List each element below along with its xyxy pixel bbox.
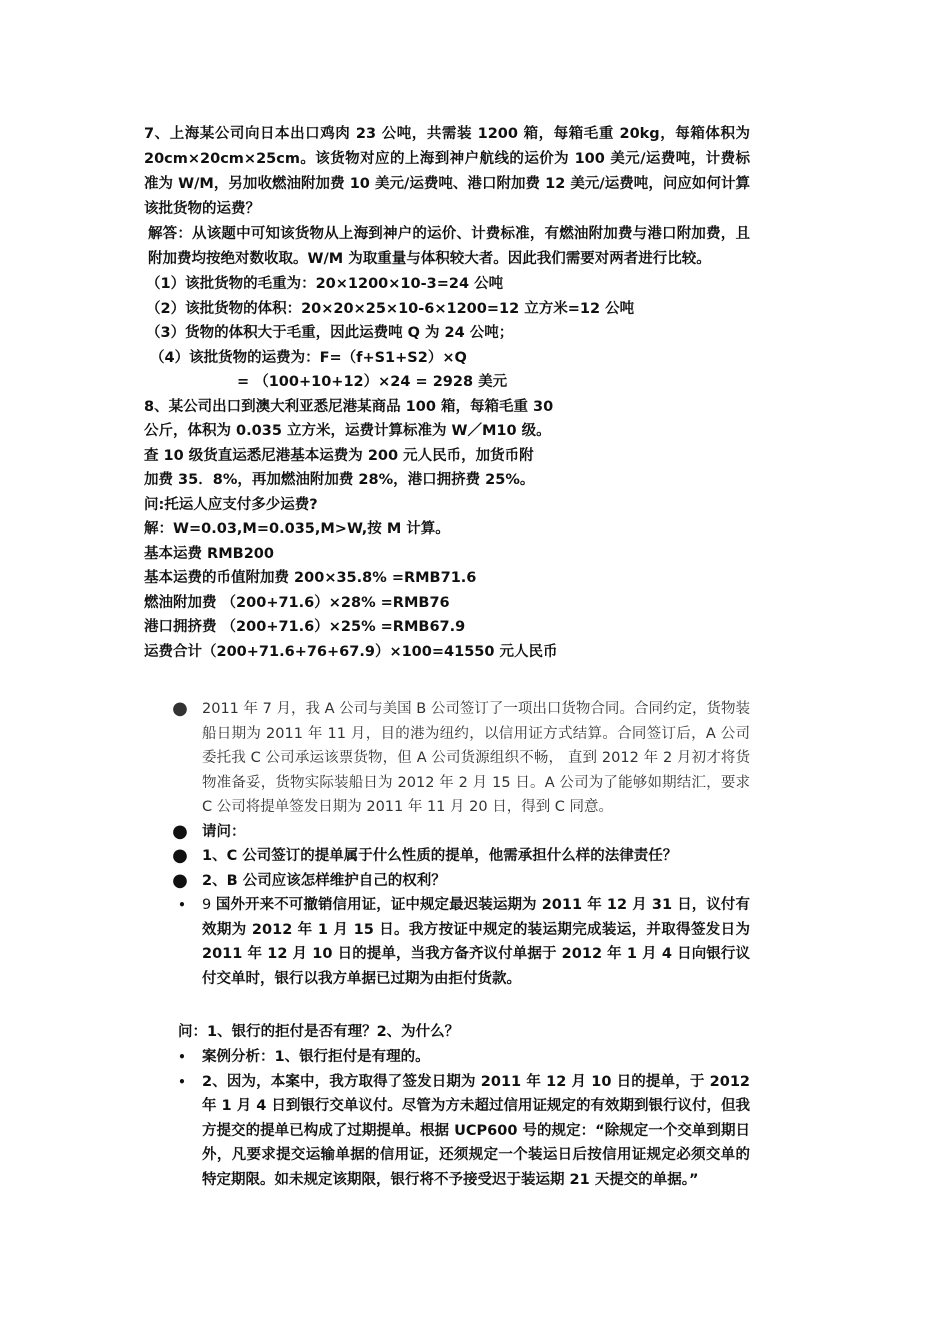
list-item [144, 1045, 750, 1070]
question-8-line: 燃油附加费 （200+71.6）×28% =RMB76 [144, 594, 450, 611]
list-item [144, 820, 750, 845]
question-8-line: 问:托运人应支付多少运费? [144, 496, 318, 513]
case-question-label: 请问： [202, 823, 246, 840]
list-item [144, 893, 750, 991]
case-reason: 2、因为，本案中，我方取得了签发日期为 2011 年 12 月 10 日的提单，于 2012 年 1 月 4 日到银行交单议付。尽管为方未超过信用证规定的有效期到银行议付，但我方提交的提单已构成了过期提单。根据 UCP600 号的规定：“除规定一个交单到期日外，凡要求提交运输单据的信用证，还须规定一个装运日后按信用证规定必须交单的特定期限。如未规定该期限，银行将不予接受迟于装运期 21 天提交的单据。” [202, 1073, 750, 1188]
question-8-line: 解：W=0.03,M=0.035,M>W,按 M 计算。 [144, 521, 450, 537]
case-list [144, 697, 750, 991]
question-8-line: 基本运费的币值附加费 200×35.8% =RMB71.6 [144, 570, 477, 586]
bullet-dot-icon: ● [172, 820, 188, 842]
list-item [144, 869, 750, 894]
case-question: 2、B 公司应该怎样维护自己的权利？ [202, 872, 446, 889]
list-item [144, 697, 750, 820]
question-9-ask: 问：1、银行的拒付是否有理？2、为什么？ [178, 1024, 460, 1040]
bullet-dot-icon: ● [172, 845, 188, 866]
step-2: （2）该批货物的体积：20×20×25×10-6×1200=12 立方米=12 公吨 [146, 300, 635, 317]
bullet-small-icon: • [178, 1050, 186, 1064]
question-8-line: 基本运费 RMB200 [144, 545, 274, 562]
analysis-list [144, 1045, 750, 1192]
question-8-line: 8、某公司出口到澳大利亚悉尼港某商品 100 箱，每箱毛重 30 [144, 398, 554, 415]
question-8-line: 港口拥挤费 （200+71.6）×25% =RMB67.9 [144, 619, 466, 635]
bullet-dot-icon: ● [172, 698, 188, 719]
question-9-number: 9 [202, 897, 216, 913]
question-7: 7、上海某公司向日本出口鸡肉 23 公吨，共需装 1200 箱，每箱毛重 20kg，每箱体积为 20cm×20cm×25cm。该货物对应的上海到神户航线的运价为 100 美元/运费吨，计费标准为 W/M，另加收燃油附加费 10 美元/运费吨、港口附加费 12 美元/运费吨，问应如何计算该批货物的运费？ [144, 126, 750, 217]
step-3: （3）货物的体积大于毛重，因此运费吨 Q 为 24 公吨； [146, 325, 514, 341]
step-4: （4）该批货物的运费为：F=（f+S1+S2）×Q [150, 349, 467, 366]
question-9-text: 国外开来不可撤销信用证，证中规定最迟装运期为 2011 年 12 月 31 日，议付有效期为 2012 年 1 月 15 日。我方按证中规定的装运期完成装运，并取得签发日为 2011 年 12 月 10 日的提单，当我方备齐议付单据于 2012 年 1 月 4 日向银行议付交单时，银行以我方单据已过期为由拒付货款。 [202, 897, 751, 987]
question-8-line: 公斤，体积为 0.035 立方米，运费计算标准为 W／M10 级。 [144, 423, 551, 439]
question-7-answer: 解答：从该题中可知该货物从上海到神户的运价、计费标准，有燃油附加费与港口附加费，且附加费均按绝对数收取。W/M 为取重量与体积较大者。因此我们需要对两者进行比较。 [148, 226, 750, 267]
case-analysis: 案例分析：1、银行拒付是有理的。 [202, 1049, 430, 1065]
case-text: 2011 年 7 月，我 A 公司与美国 B 公司签订了一项出口货物合同。合同约定，货物装船日期为 2011 年 11 月，目的港为纽约，以信用证方式结算。合同签订后，A 公司委托我 C 公司承运该票货物，但 A 公司货源组织不畅， 直到 2012 年 2 月初才将货物准备妥，货物实际装船日为 2012 年 2 月 15 日。A 公司为了能够如期结汇，要求 C 公司将提单签发日期为 2011 年 11 月 20 日，得到 C 同意。 [202, 701, 750, 815]
question-8-line: 查 10 级货直运悉尼港基本运费为 200 元人民币，加货币附 [144, 447, 534, 464]
bullet-small-icon: • [178, 898, 186, 912]
case-question: 1、C 公司签订的提单属于什么性质的提单，他需承担什么样的法律责任？ [202, 848, 678, 864]
bullet-small-icon: • [178, 1074, 186, 1089]
bullet-dot-icon: ● [172, 869, 188, 891]
question-8-line: 运费合计（200+71.6+76+67.9）×100=41550 元人民币 [144, 643, 558, 660]
freight-formula: = （100+10+12）×24 = 2928 美元 [237, 374, 508, 390]
list-item [144, 1070, 750, 1193]
document-body [144, 122, 750, 664]
list-item [144, 844, 750, 869]
step-1: （1）该批货物的毛重为：20×1200×10-3=24 公吨 [146, 276, 504, 292]
question-8-line: 加费 35．8%，再加燃油附加费 28%，港口拥挤费 25%。 [144, 472, 535, 488]
